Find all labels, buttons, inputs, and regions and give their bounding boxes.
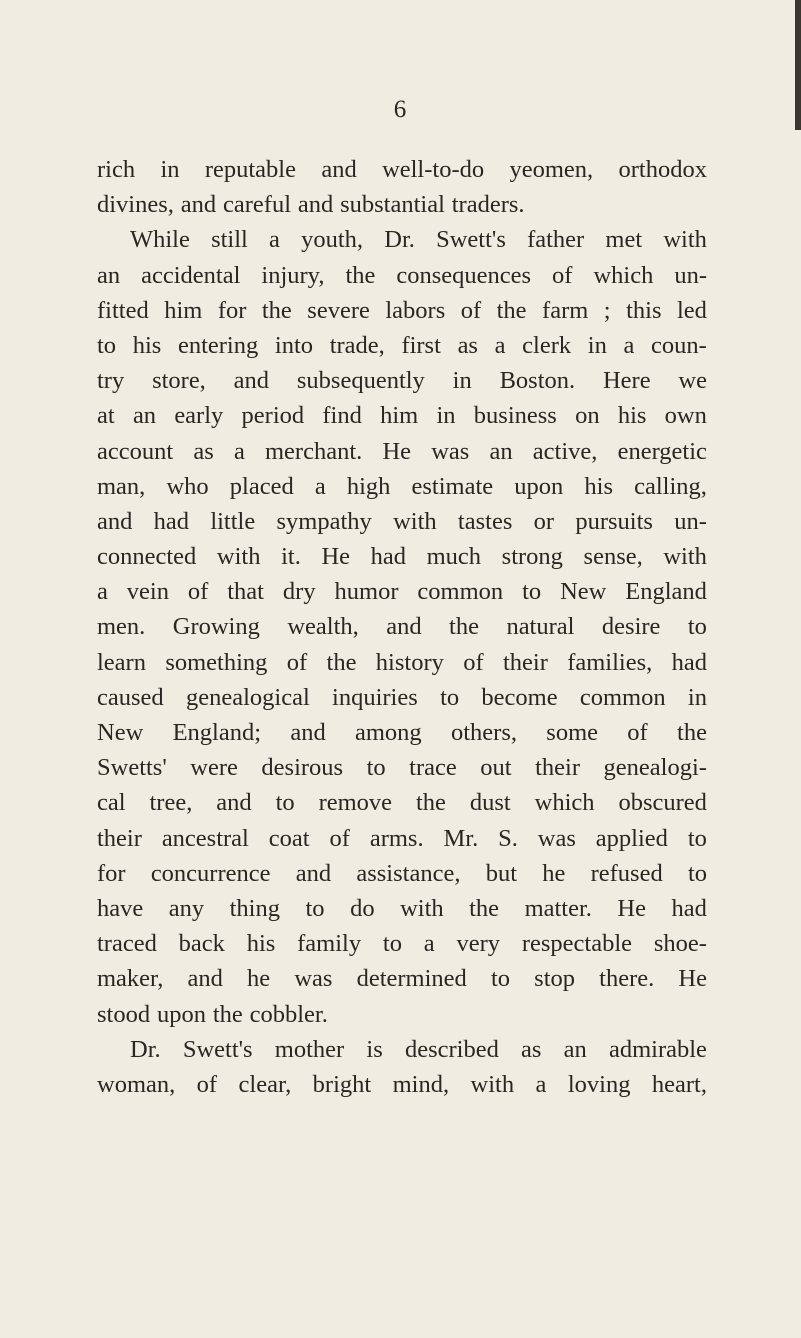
text-line: connected with it. He had much strong sense, with [97,543,707,571]
text-line: rich in reputable and well-to-do yeomen, orthodox [97,156,707,183]
text-line: learn something of the history of their families, had [97,648,707,676]
text-line: traced back his family to a very respectable shoe- [97,930,707,958]
text-line: an accidental injury, the consequences of which un- [97,261,707,289]
text-line: While still a youth, Dr. Swett's father met with [130,226,707,254]
text-line: their ancestral coat of arms. Mr. S. was applied to [97,824,707,852]
text-line: have any thing to do with the matter. He had [97,894,707,922]
text-line: to his entering into trade, first as a clerk in a coun- [97,331,707,359]
text-line: fitted him for the severe labors of the farm ; this led [97,296,707,324]
text-line: account as a merchant. He was an active, energetic [97,437,707,465]
text-line: a vein of that dry humor common to New England [97,578,707,606]
text-line: men. Growing wealth, and the natural desire to [97,613,707,641]
text-line: man, who placed a high estimate upon his calling, [97,472,707,500]
text-line: divines, and careful and substantial traders. [97,191,525,219]
text-line: at an early period find him in business on his own [97,402,707,430]
page-number: 6 [393,96,408,123]
text-line: maker, and he was determined to stop there. He [97,965,707,993]
text-line: for concurrence and assistance, but he refused to [97,859,707,887]
body-text [97,152,707,1102]
text-line: try store, and subsequently in Boston. Here we [97,367,707,395]
text-line: caused genealogical inquiries to become common in [97,683,707,711]
text-line: and had little sympathy with tastes or pursuits un- [97,507,707,535]
text-line: cal tree, and to remove the dust which obscured [97,789,707,817]
text-line: Dr. Swett's mother is described as an admirable [130,1035,707,1063]
text-line: woman, of clear, bright mind, with a loving heart, [97,1070,707,1098]
text-line: stood upon the cobbler. [97,1000,328,1028]
text-line: New England; and among others, some of the [97,719,707,746]
text-line: Swetts' were desirous to trace out their genealogi- [97,754,707,782]
